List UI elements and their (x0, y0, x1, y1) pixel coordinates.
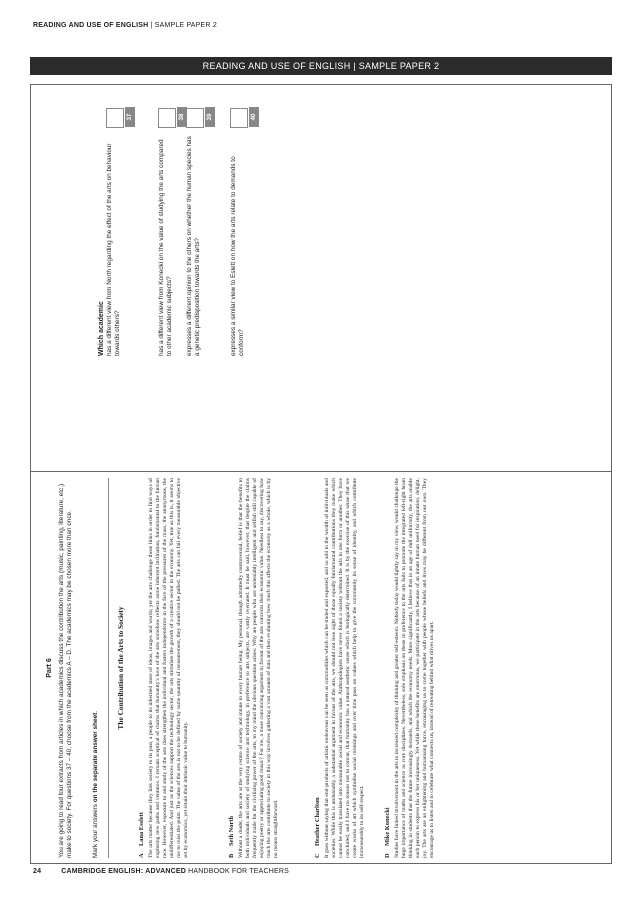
questions-heading: Which academic (98, 301, 105, 356)
running-header (33, 22, 217, 29)
part-title: Part 6 (46, 658, 53, 678)
answer-number-37: 37 (125, 107, 135, 127)
answer-box-39[interactable] (186, 108, 213, 128)
answer-number-40: 40 (249, 107, 259, 127)
section-c-letter: C (314, 853, 321, 858)
question-40: expresses a similar view to Eslett on how the arts relate to demands to conform? (230, 156, 245, 356)
section-d-text: Studies have linked involvement in the arts to increased complexity of thinking and greater self-esteem. Nobody today would lightly say in my view, would challenge the huge importance of maths and science as core disciplines. Nevertheless, sole emphasis on these in preference to the arts fails to promote the integrated left-right brain thinking in students that the future increasingly demands, and which the economy needs. More significantly, I believe that in an age of dull uniformity, the arts enable each person to express his or her uniqueness. Yet while these benefits are enormous, we participate in the arts because of an innate human need for inspiration, delight, joy. The arts are an enlightening and humanising force, encouraging us to come together with people whose beliefs and lives may be different from our own. They encourage us to listen and to celebrate what connects us, instead of retreating behind what drives us apart. (394, 478, 435, 858)
footer-book-bold: CAMBRIDGE ENGLISH: ADVANCED (61, 868, 186, 875)
section-d-name: Mike Konecki (384, 807, 391, 846)
section-a-letter: A (138, 853, 145, 858)
separator-line (108, 478, 109, 858)
answer-box-37[interactable] (106, 108, 133, 128)
mark-prefix: Mark your answers (92, 802, 99, 858)
section-d-letter: D (384, 853, 391, 858)
passage-panel (46, 476, 598, 858)
section-banner: READING AND USE OF ENGLISH | SAMPLE PAPER 2 (30, 57, 612, 75)
answer-number-39: 39 (205, 107, 215, 127)
running-header-rest: | SAMPLE PAPER 2 (148, 22, 217, 29)
answer-box-38[interactable] (158, 108, 185, 128)
questions-panel (46, 96, 598, 468)
page-number: 24 (33, 868, 42, 875)
mark-suffix: . (92, 710, 99, 713)
section-b-text: Without a doubt, the arts are at the very centre of society and innate in every human being. My personal, though admittedly controversial, belief is that the benefits to both individuals and society of studying science and technology, in preference to arts subjects, are vastly overrated. It must be said, however, that despite the claims frequently made for the civilising power of the arts, to my mind the obvious question arises: Why are people who are undeniably intelligent and selfish still capable of enjoying poetry or appreciating good music? For me, a more convincing argument in favour of the arts concerns their economic value. Needless to say, discovering how much the arts contribute to society in this way involves gathering a vast amount of data and then evaluating how much this affects the economy as a whole, which is by no means straightforward. (238, 478, 279, 858)
section-b-letter: B (228, 853, 235, 858)
mark-answers-instruction (92, 478, 100, 858)
section-c-text: It goes without saying that end-products of artistic endeavour can be seen as commodities which can be traded and exported, and so add to the wealth of individuals and societies. While this is undeniably a substantial argument in favour of the arts, we should not lose sight of those equally fundamental contributions they make which cannot be easily translated into measurable social and economic value. Anthropologists have never found a society without the arts in one form or another. They have concluded, and I have no reason not to concur, that humanity has a natural aesthetic sense which is biologically determined. It is by the exercise of this sense that we create works of art which symbolise social meanings and over time pass on values which help to give the community its sense of identity, and which contribute immeasurably to its self-respect. (324, 478, 365, 858)
question-38: has a different view from Konecki on the value of studying the arts compared to other academic subjects? (158, 139, 173, 356)
question-39: expresses a different opinion to the others on whether the human species has a genetic predisposition towards the arts? (186, 136, 201, 356)
section-a-text: The arts matter because they link society to its past, a people to its inherited store of ideas, images and words; yet the arts challenge those links in order to find ways of exploring new paths and ventures. I remain sceptical of claims that humanity's love of the arts somehow reflects some inherent inclination, fundamental to the human race. However, exposure to and study of the arts does strengthen the individual and fosters independence in the face of the pressures of the mass, the anonymous, the undifferentiated. And just as the sciences support the technology sector, the arts stimulate the growth of a creative sector in the economy. Yet, true as this is, it seems to me to miss the point. The value of the arts is not to be defined by some quantity of measurement, they should not be pulled. The arts can fail every measurable objective set by economics, yet retain their intrinsic value to humanity. (148, 478, 189, 858)
running-header-bold: READING AND USE OF ENGLISH (33, 22, 149, 29)
section-a-name: Lana Esslett (138, 812, 145, 846)
mark-bold: on the separate answer sheet (92, 712, 99, 803)
frame-divider (30, 471, 612, 472)
article-title: The Contribution of the Arts to Society (116, 606, 125, 730)
answer-number-38: 38 (177, 107, 187, 127)
section-c-name: Heather Charlton (314, 797, 321, 846)
answer-box-40[interactable] (230, 108, 257, 128)
question-37: has a different view from North regarding the effect of the arts on behaviour towards others? (106, 143, 121, 356)
section-b-name: Seth North (228, 816, 235, 846)
task-instructions: You are going to read four extracts from articles in which academics discuss the contribution the arts (music, painting, literature, etc.) make to society. For questions 37 – 40, choose from the academics A – D. The academics may be chosen more than once. (58, 483, 73, 858)
page-footer (33, 868, 289, 875)
footer-book-rest: HANDBOOK FOR TEACHERS (185, 868, 290, 875)
